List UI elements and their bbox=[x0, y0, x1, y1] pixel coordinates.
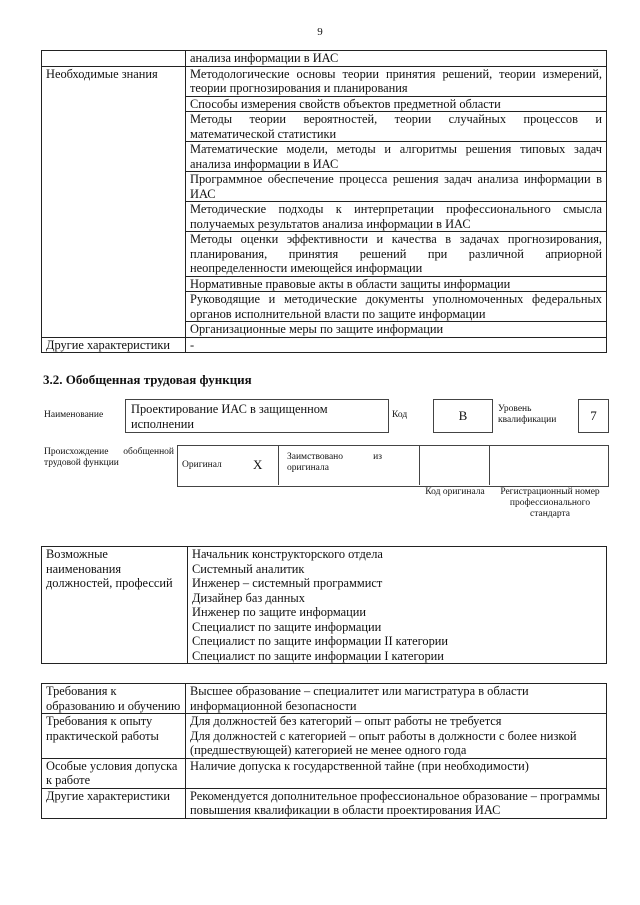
knowledge-label: Необходимые знания bbox=[42, 66, 186, 337]
origin-divider-3 bbox=[420, 445, 490, 485]
section-title: 3.2. Обобщенная трудовая функция bbox=[43, 372, 252, 387]
knowledge-item: Способы измерения свойств объектов предметной области bbox=[186, 96, 607, 112]
requirement-value: Наличие допуска к государственной тайне (при необходимости) bbox=[186, 758, 607, 788]
continuation-cell: анализа информации в ИАС bbox=[186, 51, 607, 67]
requirement-label: Требования к образованию и обучению bbox=[42, 684, 186, 714]
origin-original-label: Оригинал bbox=[182, 460, 222, 470]
origin-borrowed-label: Заимствовано из оригинала bbox=[287, 452, 382, 473]
requirement-value: Высшее образование – специалитет или магистратура в области информационной безопасности bbox=[186, 684, 607, 714]
knowledge-item: Организационные меры по защите информации bbox=[186, 322, 607, 338]
position-item: Начальник конструкторского отдела bbox=[188, 547, 607, 562]
origin-label: Происхождение обобщенной трудовой функции bbox=[44, 447, 174, 468]
requirement-value: Для должностей без категорий – опыт работы не требуется Для должностей с категорией – опыт работы в должности с более низкой (предшествующей) категорией не менее одного года bbox=[186, 714, 607, 759]
requirement-label: Другие характеристики bbox=[42, 788, 186, 818]
gtf-name-value: Проектирование ИАС в защищенном исполнении bbox=[131, 402, 328, 431]
requirement-label: Требования к опыту практической работы bbox=[42, 714, 186, 759]
position-item: Специалист по защите информации I категории bbox=[188, 649, 607, 664]
other-characteristics-value: - bbox=[186, 337, 607, 353]
knowledge-item: Методы оценки эффективности и качества в задачах прогнозирования, планирования, принятия решений при различной априорной неопределенности имеющейся информации bbox=[186, 232, 607, 277]
knowledge-item: Нормативные правовые акты в области защиты информации bbox=[186, 276, 607, 292]
page-number: 9 bbox=[317, 26, 323, 38]
requirement-value: Рекомендуется дополнительное профессиональное образование – программы повышения квалификации в области проектирования ИАС bbox=[186, 788, 607, 818]
requirements-table bbox=[41, 683, 607, 819]
gtf-level-value: 7 bbox=[578, 399, 609, 433]
position-item: Инженер – системный программист bbox=[188, 576, 607, 591]
continuation-empty-cell bbox=[42, 51, 186, 67]
position-item: Инженер по защите информации bbox=[188, 605, 607, 620]
position-item: Дизайнер баз данных bbox=[188, 591, 607, 606]
gtf-code-label: Код bbox=[392, 410, 408, 420]
position-item: Системный аналитик bbox=[188, 562, 607, 577]
origin-reg-caption: Регистрационный номер профессионального стандарта bbox=[500, 487, 600, 519]
knowledge-table bbox=[41, 50, 607, 353]
position-item: Специалист по защите информации bbox=[188, 620, 607, 635]
knowledge-item: Математические модели, методы и алгоритмы решения типовых задач анализа информации в ИАС bbox=[186, 142, 607, 172]
gtf-level-label: Уровень квалификации bbox=[498, 404, 557, 425]
gtf-code-value: B bbox=[433, 399, 493, 433]
positions-table bbox=[41, 546, 607, 664]
positions-label: Возможные наименования должностей, профессий bbox=[42, 547, 188, 664]
knowledge-item: Руководящие и методические документы уполномоченных федеральных органов исполнительной власти по защите информации bbox=[186, 292, 607, 322]
gtf-name-label: Наименование bbox=[44, 410, 104, 420]
knowledge-item: Методологические основы теории принятия решений, теории измерений, теории прогнозирования и планирования bbox=[186, 66, 607, 96]
gtf-name-box bbox=[125, 399, 389, 433]
knowledge-item: Программное обеспечение процесса решения задач анализа информации в ИАС bbox=[186, 172, 607, 202]
knowledge-item: Методы теории вероятностей, теории случайных процессов и математической статистики bbox=[186, 112, 607, 142]
origin-code-caption: Код оригинала bbox=[425, 487, 485, 497]
requirement-label: Особые условия допуска к работе bbox=[42, 758, 186, 788]
knowledge-item: Методические подходы к интерпретации профессионального смысла получаемых результатов анализа информации в ИАС bbox=[186, 202, 607, 232]
position-item: Специалист по защите информации II категории bbox=[188, 634, 607, 649]
origin-original-mark: X bbox=[253, 457, 263, 472]
other-characteristics-label: Другие характеристики bbox=[42, 337, 186, 353]
